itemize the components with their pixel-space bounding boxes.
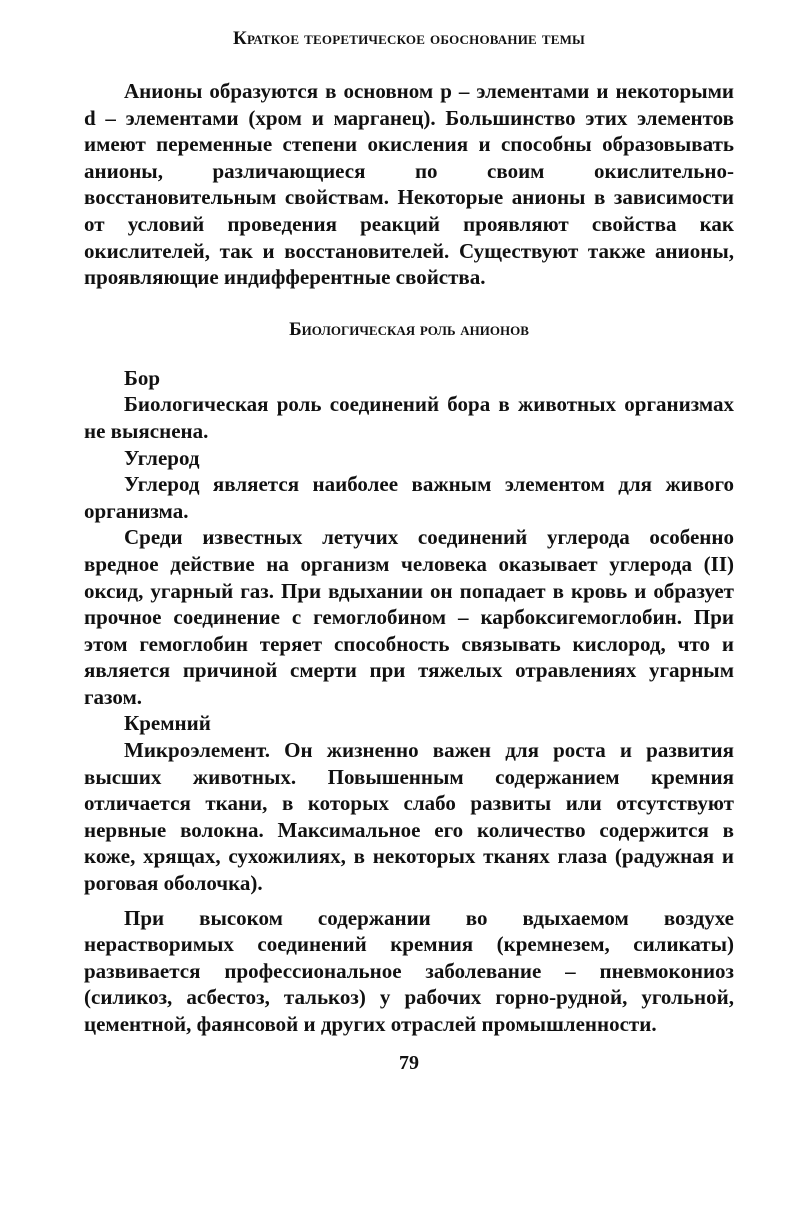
silicon-paragraph-2: При высоком содержании во вдыхаемом воздухе нерастворимых соединений кремния (кремнезем, силикаты) развивается профессиональное заболевание – пневмокониоз (силикоз, асбестоз, талькоз) у рабочих горно-рудной, угольной, цементной, фаянсовой и других отраслей промышленности. <box>84 905 734 1036</box>
silicon-paragraph-1: Микроэлемент. Он жизненно важен для роста и развития высших животных. Повышенным содержанием кремния отличается ткани, в которых слабо развиты или отсутствуют нервные волокна. Максимальное его количество содержится в коже, хрящах, сухожилиях, в некоторых тканях глаза (радужная и роговая оболочка). <box>84 738 734 896</box>
silicon-heading: Кремний <box>124 711 211 736</box>
carbon-paragraph-2: Среди известных летучих соединений углерода особенно вредное действие на организм человека оказывает углерода (II) оксид, угарный газ. При вдыхании он попадает в кровь и образует прочное соединение с гемоглобином – карбоксигемоглобин. При этом гемоглобин теряет способность связывать кислород, что и является причиной смерти при тяжелых отравлениях угарным газом. <box>84 525 734 709</box>
bor-paragraph: Биологическая роль соединений бора в животных организмах не выяснена. <box>84 392 734 443</box>
section-heading: Биологическая роль анионов <box>289 318 529 340</box>
paragraph-gap <box>84 897 734 905</box>
carbon-heading: Углерод <box>124 445 200 470</box>
bor-heading: Бор <box>124 365 161 390</box>
carbon-paragraph-1: Углерод является наиболее важным элементом для живого организма. <box>84 472 734 523</box>
page-heading: Краткое теоретическое обоснование темы <box>232 28 586 49</box>
page-number: 79 <box>399 1051 419 1074</box>
intro-paragraph: Анионы образуются в основном p – элементами и некоторыми d – элементами (хром и марганец). Большинство этих элементов имеют переменные степени окисления и способны образовывать анионы, различающиеся по своим окислительно-восстановительным свойствам. Некоторые анионы в зависимости от условий проведения реакций проявляют свойства как окислителей, так и восстановителей. Существуют также анионы, проявляющие индифферентные свойства. <box>84 79 734 290</box>
page-content <box>84 28 734 1075</box>
